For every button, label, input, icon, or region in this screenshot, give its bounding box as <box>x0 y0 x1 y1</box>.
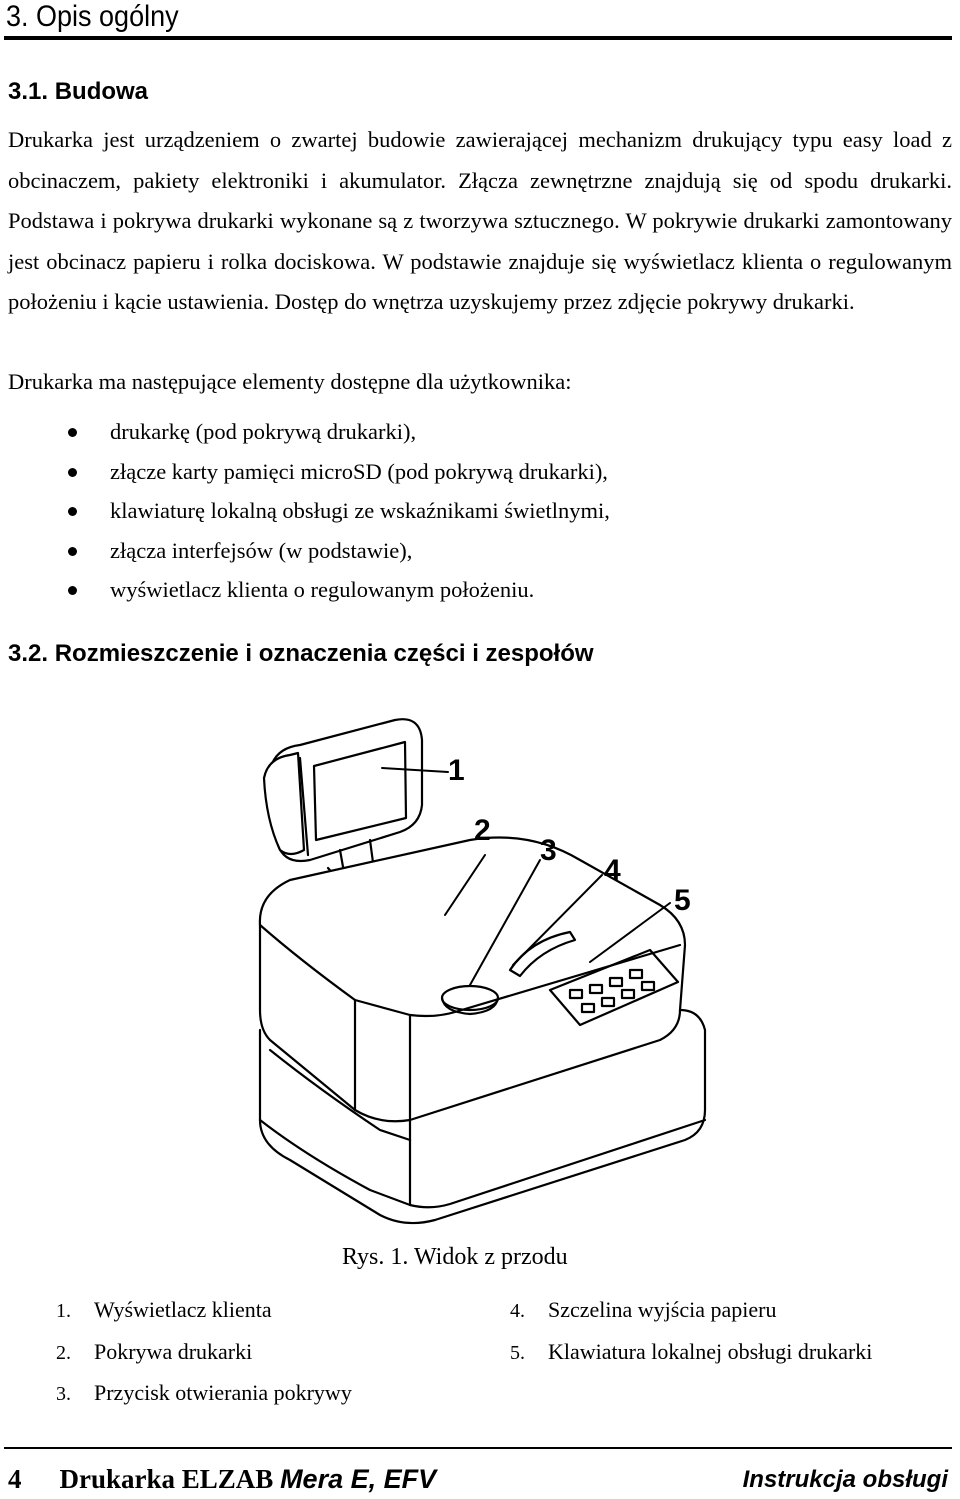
section-heading-rozmieszczenie: 3.2. Rozmieszczenie i oznaczenia części i zespołów <box>8 640 594 667</box>
list-intro: Drukarka ma następujące elementy dostępne dla użytkownika: <box>8 369 572 394</box>
printer-figure <box>230 700 730 1240</box>
legend-item: 4. Szczelina wyjścia papieru <box>510 1297 777 1322</box>
bullet-icon <box>68 586 77 595</box>
section-heading-budowa: 3.1. Budowa <box>8 78 149 105</box>
printer-drawing <box>230 700 730 1240</box>
callout-5: 5 <box>674 884 691 917</box>
legend-item: 3. Przycisk otwierania pokrywy <box>56 1380 352 1405</box>
bullet-icon <box>68 468 77 477</box>
callout-2: 2 <box>474 814 491 847</box>
legend-right <box>510 1290 872 1373</box>
bullet-icon <box>68 428 77 437</box>
legend-item: 5. Klawiatura lokalnej obsługi drukarki <box>510 1338 873 1364</box>
list-item: drukarkę (pod pokrywą drukarki), <box>64 412 610 452</box>
legend-left <box>56 1290 352 1415</box>
callout-4: 4 <box>604 854 621 887</box>
bottom-rule <box>4 1447 952 1449</box>
chapter-title: 3. Opis ogólny <box>6 0 179 33</box>
top-rule <box>4 36 952 40</box>
legend-item: 2. Pokrywa drukarki <box>56 1338 253 1364</box>
list-item: złącze karty pamięci microSD (pod pokrywą drukarki), <box>64 452 610 492</box>
list-item: złącza interfejsów (w podstawie), <box>64 531 610 571</box>
element-list <box>64 412 610 610</box>
printer-body-drawing <box>260 838 705 1224</box>
description-paragraph: Drukarka jest urządzeniem o zwartej budowie zawierającej mechanizm drukujący typu easy load z obcinaczem, pakiety elektroniki i akumulator. Złącza zewnętrzne znajdują się od spodu drukarki. Podstawa i pokrywa drukarki wykonane są z tworzywa sztucznego. W pokrywie drukarki zamontowany jest obcinacz papieru i rolka dociskowa. W podstawie znajduje się wyświetlacz klienta o regulowanym położeniu i kącie ustawienia. Dostęp do wnętrza uzyskujemy przez zdjęcie pokrywy drukarki. <box>8 127 952 315</box>
page-number: 4 <box>8 1464 22 1494</box>
list-item: klawiaturę lokalną obsługi ze wskaźnikami świetlnymi, <box>64 491 610 531</box>
footer-model: Mera E, EFV <box>280 1464 437 1494</box>
list-item: wyświetlacz klienta o regulowanym położeniu. <box>64 570 610 610</box>
bullet-icon <box>68 547 77 556</box>
footer-manual-title: Instrukcja obsługi <box>742 1466 948 1493</box>
figure-caption: Rys. 1. Widok z przodu <box>342 1244 568 1270</box>
footer-product: Drukarka ELZAB <box>59 1464 274 1494</box>
callout-3: 3 <box>540 834 557 867</box>
legend-item: 1. Wyświetlacz klienta <box>56 1297 272 1322</box>
footer-left <box>8 1464 436 1495</box>
bullet-icon <box>68 507 77 516</box>
callout-1: 1 <box>448 754 465 787</box>
